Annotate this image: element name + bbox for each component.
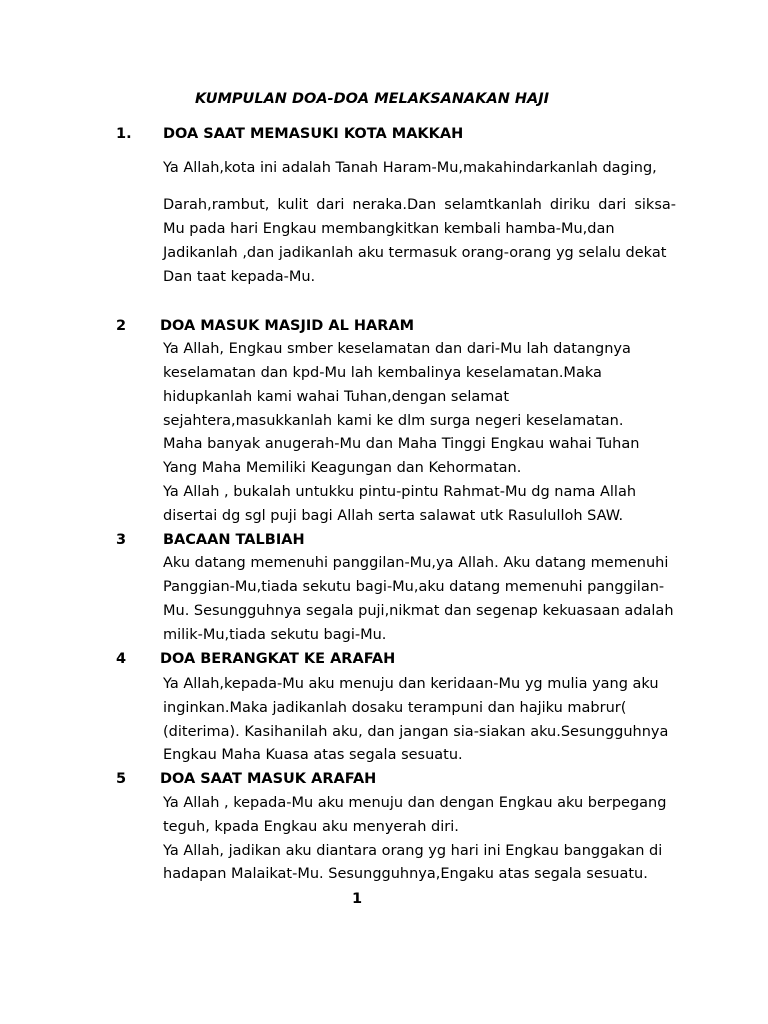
section-line: (diterima). Kasihanilah aku, dan jangan sia-siakan aku.Sesungguhnya	[163, 724, 669, 740]
section-line: keselamatan dan kpd-Mu lah kembalinya keselamatan.Maka	[163, 365, 602, 381]
section-line: Engkau Maha Kuasa atas segala sesuatu.	[163, 747, 463, 763]
section-line: Ya Allah,kota ini adalah Tanah Haram-Mu,makahindarkanlah daging,	[163, 160, 657, 176]
section-line: Maha banyak anugerah-Mu dan Maha Tinggi Engkau wahai Tuhan	[163, 436, 640, 452]
section-line: disertai dg sgl puji bagi Allah serta salawat utk Rasululloh SAW.	[163, 508, 624, 524]
section-line: milik-Mu,tiada sekutu bagi-Mu.	[163, 627, 387, 643]
section-line: Ya Allah,kepada-Mu aku menuju dan keridaan-Mu yg mulia yang aku	[163, 676, 659, 692]
section-line: Mu pada hari Engkau membangkitkan kembali hamba-Mu,dan	[163, 221, 615, 237]
section-heading: BACAAN TALBIAH	[163, 532, 305, 548]
section-line: teguh, kpada Engkau aku menyerah diri.	[163, 819, 459, 835]
page-number: 1	[352, 891, 363, 907]
section-number: 4	[116, 651, 127, 667]
section-line: Aku datang memenuhi panggilan-Mu,ya Allah. Aku datang memenuhi	[163, 555, 669, 571]
section-number: 3	[116, 532, 127, 548]
section-line: Dan taat kepada-Mu.	[163, 269, 316, 285]
section-line: hadapan Malaikat-Mu. Sesungguhnya,Engaku atas segala sesuatu.	[163, 866, 648, 882]
section-heading: DOA SAAT MEMASUKI KOTA MAKKAH	[163, 126, 464, 142]
section-line: hidupkanlah kami wahai Tuhan,dengan selamat	[163, 389, 510, 405]
section-line: Ya Allah, Engkau smber keselamatan dan dari-Mu lah datangnya	[163, 341, 631, 357]
section-number: 1.	[116, 126, 132, 142]
section-line: Ya Allah, jadikan aku diantara orang yg hari ini Engkau banggakan di	[163, 843, 663, 859]
section-line: Darah,rambut, kulit dari neraka.Dan selamtkanlah diriku dari siksa-	[163, 197, 676, 213]
section-line: Jadikanlah ,dan jadikanlah aku termasuk orang-orang yg selalu dekat	[163, 245, 667, 261]
section-line: Panggian-Mu,tiada sekutu bagi-Mu,aku datang memenuhi panggilan-	[163, 579, 665, 595]
section-line: Yang Maha Memiliki Keagungan dan Kehormatan.	[163, 460, 522, 476]
section-line: Ya Allah , bukalah untukku pintu-pintu Rahmat-Mu dg nama Allah	[163, 484, 637, 500]
section-line: Mu. Sesungguhnya segala puji,nikmat dan segenap kekuasaan adalah	[163, 603, 674, 619]
document-title: KUMPULAN DOA-DOA MELAKSANAKAN HAJI	[195, 91, 550, 107]
section-heading: DOA SAAT MASUK ARAFAH	[160, 771, 377, 787]
section-heading: DOA BERANGKAT KE ARAFAH	[160, 651, 396, 667]
section-number: 5	[116, 771, 127, 787]
section-heading: DOA MASUK MASJID AL HARAM	[160, 318, 415, 334]
section-number: 2	[116, 318, 127, 334]
section-line: inginkan.Maka jadikanlah dosaku terampuni dan hajiku mabrur(	[163, 700, 627, 716]
section-line: sejahtera,masukkanlah kami ke dlm surga negeri keselamatan.	[163, 413, 624, 429]
section-line: Ya Allah , kepada-Mu aku menuju dan dengan Engkau aku berpegang	[163, 795, 667, 811]
